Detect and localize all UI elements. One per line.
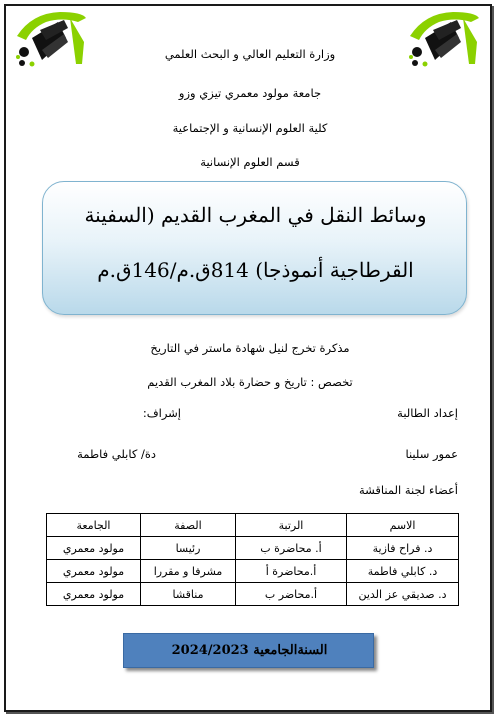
thesis-title-line-1: وسائط النقل في المغرب القديم (السفينة bbox=[84, 203, 427, 227]
table-cell: مناقشا bbox=[141, 583, 236, 606]
ministry-name: وزارة التعليم العالي و البحث العلمي bbox=[164, 47, 336, 61]
column-header: الرتبة bbox=[236, 514, 347, 537]
column-header: الصفة bbox=[141, 514, 236, 537]
thesis-title-box bbox=[42, 181, 467, 315]
student-name: عمور سلينا bbox=[405, 447, 458, 461]
table-header-row bbox=[47, 514, 459, 537]
table-cell: أ.محاضرة أ bbox=[236, 560, 347, 583]
supervision-label: إشراف: bbox=[142, 406, 181, 420]
prepared-by-label: إعداد الطالبة bbox=[397, 406, 458, 420]
table-cell: مولود معمري bbox=[47, 560, 141, 583]
table-row bbox=[47, 583, 459, 606]
column-header: الاسم bbox=[347, 514, 459, 537]
table-cell: مولود معمري bbox=[47, 583, 141, 606]
table-row bbox=[47, 537, 459, 560]
table-cell: مشرفا و مقررا bbox=[141, 560, 236, 583]
department-name: قسم العلوم الإنسانية bbox=[200, 155, 300, 169]
thesis-title-line-2: القرطاجية أنموذجا) 814ق.م/146ق.م bbox=[97, 258, 414, 282]
faculty-name: كلية العلوم الإنسانية و الإجتماعية bbox=[172, 121, 328, 135]
university-name: جامعة مولود معمري تيزي وزو bbox=[178, 86, 322, 100]
table-cell: رئيسا bbox=[141, 537, 236, 560]
committee-table bbox=[46, 513, 459, 606]
thesis-specialty: تخصص : تاريخ و حضارة بلاد المغرب القديم bbox=[147, 375, 353, 389]
table-cell: أ. محاضرة ب bbox=[236, 537, 347, 560]
table-cell: أ.محاضر ب bbox=[236, 583, 347, 606]
committee-label: أعضاء لجنة المناقشة bbox=[358, 483, 458, 497]
table-cell: مولود معمري bbox=[47, 537, 141, 560]
table-cell: د. كابلي فاطمة bbox=[347, 560, 459, 583]
table-cell: د. صديقي عز الدين bbox=[347, 583, 459, 606]
academic-year-bar bbox=[123, 633, 374, 668]
thesis-description: مذكرة تخرج لنيل شهادة ماستر في التاريخ bbox=[150, 341, 350, 355]
table-row bbox=[47, 560, 459, 583]
academic-year: السنةالجامعية 2024/2023 bbox=[171, 643, 328, 658]
column-header: الجامعة bbox=[47, 514, 141, 537]
supervisor-name: دة/ كابلي فاطمة bbox=[77, 447, 156, 461]
table-cell: د. فراح فازية bbox=[347, 537, 459, 560]
